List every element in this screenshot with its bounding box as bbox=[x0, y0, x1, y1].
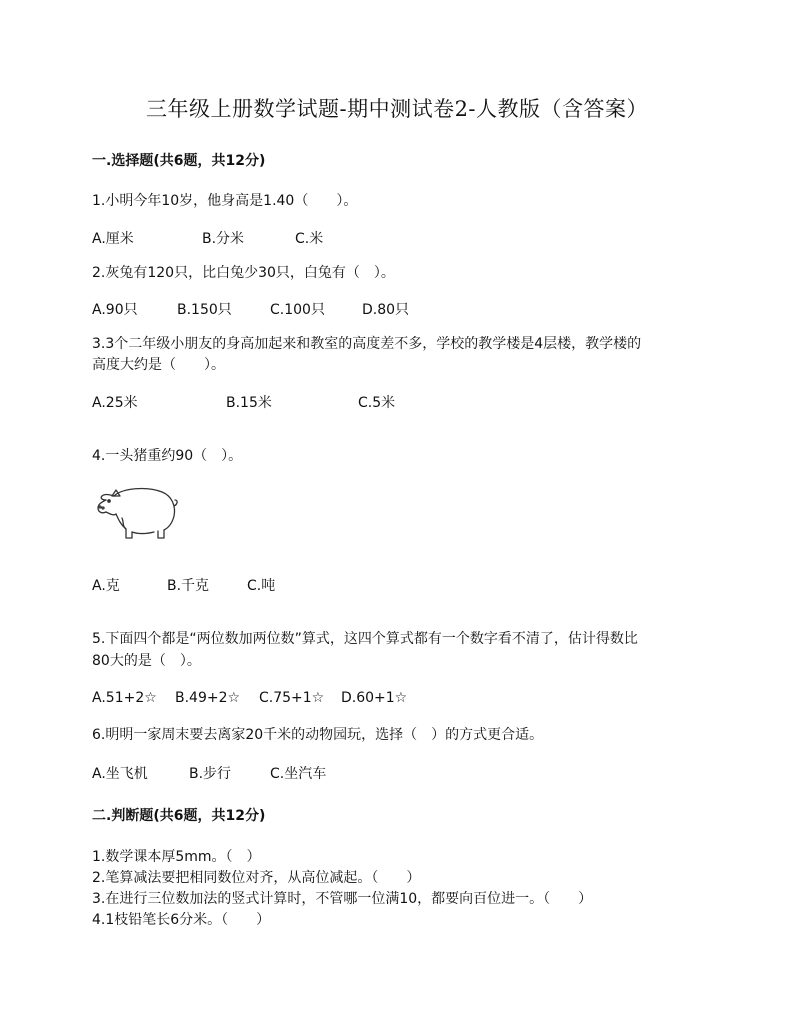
question-5-text-line-2: 80大的是（ ）。 bbox=[92, 653, 201, 669]
option-c: C.米 bbox=[295, 231, 324, 247]
option-c: C.吨 bbox=[247, 578, 276, 594]
option-a: A.51+2☆ bbox=[92, 690, 157, 706]
question-5-text-line-1: 5.下面四个都是“两位数加两位数”算式，这四个算式都有一个数字看不清了，估计得数比 bbox=[92, 631, 638, 647]
option-a: A.厘米 bbox=[92, 231, 134, 247]
section-heading-judgement: 二.判断题(共6题，共12分) bbox=[92, 808, 266, 824]
option-c: C.75+1☆ bbox=[259, 690, 325, 706]
question-6-text: 6.明明一家周末要去离家20千米的动物园玩，选择（ ）的方式更合适。 bbox=[92, 727, 544, 743]
question-3-text-line-1: 3.3个二年级小朋友的身高加起来和教室的高度差不多，学校的教学楼是4层楼，教学楼的 bbox=[92, 336, 642, 352]
question-1-text: 1.小明今年10岁，他身高是1.40（ ）。 bbox=[92, 193, 358, 209]
option-a: A.克 bbox=[92, 578, 120, 594]
option-b: B.49+2☆ bbox=[175, 690, 241, 706]
judgement-4-text: 4.1枝铅笔长6分米。（ ） bbox=[92, 912, 271, 928]
option-a: A.坐飞机 bbox=[92, 766, 148, 782]
question-3-text-line-2: 高度大约是（ ）。 bbox=[92, 357, 225, 373]
judgement-3-text: 3.在进行三位数加法的竖式计算时，不管哪一位满10，都要向百位进一。（ ） bbox=[92, 891, 593, 907]
judgement-2-text: 2.笔算减法要把相同数位对齐，从高位减起。（ ） bbox=[92, 870, 421, 886]
option-c: C.100只 bbox=[270, 302, 325, 318]
option-b: B.15米 bbox=[226, 395, 272, 411]
option-b: B.150只 bbox=[177, 302, 232, 318]
option-d: D.60+1☆ bbox=[341, 690, 408, 706]
option-b: B.千克 bbox=[167, 578, 210, 594]
question-2-text: 2.灰兔有120只，比白兔少30只，白兔有（ ）。 bbox=[92, 265, 395, 281]
pig-drawing bbox=[92, 482, 178, 540]
question-4-text: 4.一头猪重约90（ ）。 bbox=[92, 448, 243, 464]
option-a: A.90只 bbox=[92, 302, 138, 318]
section-heading-choice: 一.选择题(共6题，共12分) bbox=[92, 153, 266, 169]
option-a: A.25米 bbox=[92, 395, 138, 411]
judgement-1-text: 1.数学课本厚5mm。（ ） bbox=[92, 849, 261, 865]
option-b: B.步行 bbox=[189, 766, 232, 782]
option-d: D.80只 bbox=[362, 302, 410, 318]
option-c: C.5米 bbox=[358, 395, 396, 411]
page-title: 三年级上册数学试题-期中测试卷2-人教版（含答案） bbox=[145, 97, 649, 121]
option-b: B.分米 bbox=[202, 231, 245, 247]
option-c: C.坐汽车 bbox=[270, 766, 327, 782]
